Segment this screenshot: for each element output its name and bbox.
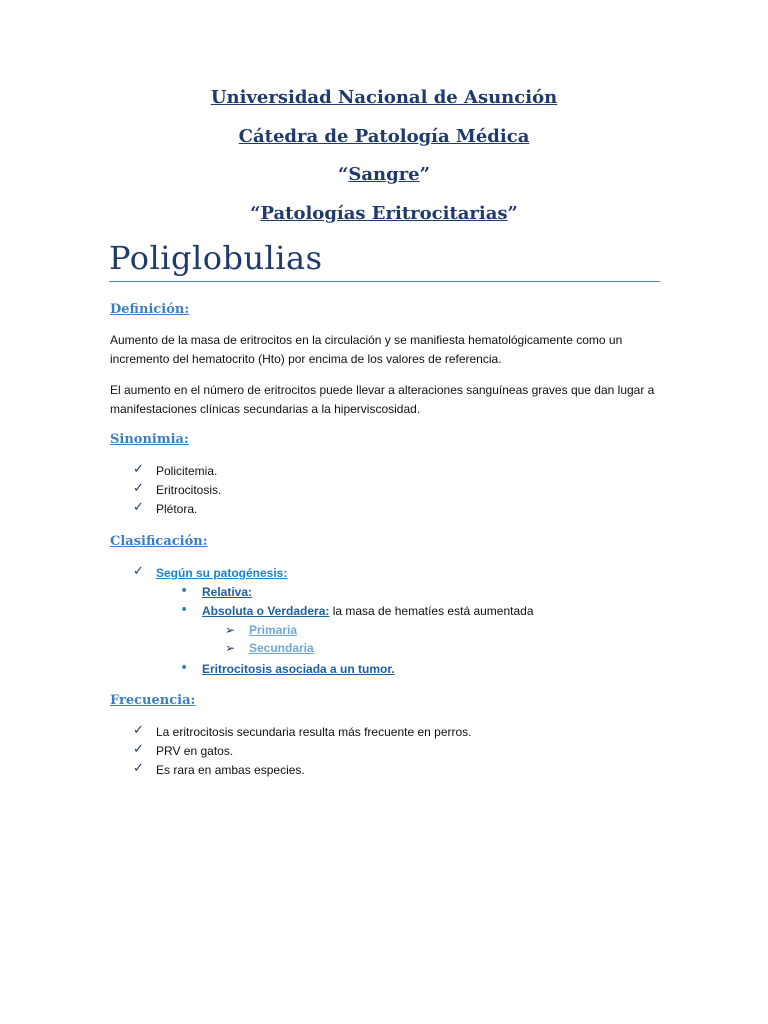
bullet-icon: • <box>180 602 189 618</box>
absoluta-item <box>202 602 534 620</box>
absoluta-description: la masa de hematíes está aumentada <box>329 604 534 618</box>
check-icon: ✓ <box>133 500 144 515</box>
tumor-link[interactable]: Eritrocitosis asociada a un tumor. <box>202 662 395 676</box>
frecuencia-heading: Frecuencia: <box>110 693 196 708</box>
topic-title: “Sangre” <box>338 164 430 185</box>
check-icon: ✓ <box>133 462 144 477</box>
definicion-paragraph-1: Aumento de la masa de eritrocitos en la circulación y se manifiesta hematológicamente como un incremento del hematocrito (Hto) por encima de los valores de referencia. <box>110 333 623 366</box>
sinonimia-item: Plétora. <box>156 502 198 516</box>
bullet-icon: • <box>180 660 189 676</box>
check-icon: ✓ <box>133 564 144 579</box>
check-icon: ✓ <box>133 723 144 738</box>
frecuencia-item: PRV en gatos. <box>156 744 234 758</box>
arrow-icon: ➢ <box>225 623 236 637</box>
frecuencia-item: Es rara en ambas especies. <box>156 763 305 777</box>
chair-name: Cátedra de Patología Médica <box>238 126 530 147</box>
check-icon: ✓ <box>133 742 144 757</box>
frecuencia-item: La eritrocitosis secundaria resulta más frecuente en perros. <box>156 725 472 739</box>
sinonimia-heading: Sinonimia: <box>110 432 189 447</box>
sinonimia-item: Policitemia. <box>156 464 218 478</box>
definicion-heading: Definición: <box>110 302 190 317</box>
definicion-paragraph-2: El aumento en el número de eritrocitos puede llevar a alteraciones sanguíneas graves que dan lugar a manifestaciones clínicas secundarias a la hiperviscosidad. <box>110 383 655 416</box>
relativa-link[interactable]: Relativa: <box>202 585 253 599</box>
subtopic-title: “Patologías Eritrocitarias” <box>250 203 518 224</box>
bullet-icon: • <box>180 583 189 599</box>
clasificacion-heading: Clasificación: <box>110 534 208 549</box>
primaria-link[interactable]: Primaria <box>249 623 298 637</box>
absoluta-link[interactable]: Absoluta o Verdadera: <box>202 604 330 618</box>
arrow-icon: ➢ <box>225 641 236 655</box>
secundaria-link[interactable]: Secundaria <box>249 641 314 655</box>
clasificacion-criterion-link[interactable]: Según su patogénesis: <box>156 566 288 580</box>
check-icon: ✓ <box>133 761 144 776</box>
university-name: Universidad Nacional de Asunción <box>210 87 558 108</box>
sinonimia-item: Eritrocitosis. <box>156 483 222 497</box>
check-icon: ✓ <box>133 481 144 496</box>
page-title: Poliglobulias <box>109 236 660 282</box>
